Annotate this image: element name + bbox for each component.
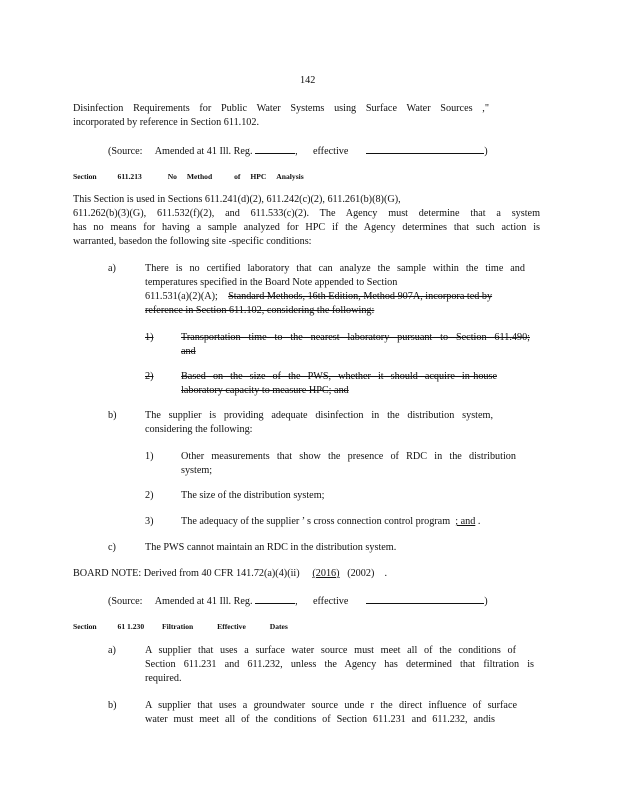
body-213-line-3: has no means for having a sample analyzed for HPC if the Agency determines that such action is — [73, 222, 540, 233]
heading-number: 61 1.230 — [117, 622, 145, 631]
item-a1-label: 1) — [145, 332, 154, 343]
body-213-line-1: This Section is used in Sections 611.241(d)(2), 611.242(c)(2), 611.261(b)(8)(G), — [73, 194, 401, 205]
item-a-line-3 — [145, 290, 492, 303]
source-text: Amended at 41 Ill. Reg. — [154, 146, 253, 157]
board-note-text: BOARD NOTE: Derived from 40 CFR 141.72(a)(4)(ii) — [73, 568, 300, 579]
effective-label: effective — [312, 146, 349, 157]
item-a230-line-2: Section 611.231 and 611.232, unless the Agency has determined that filtration is — [145, 659, 534, 670]
item-c-text: The PWS cannot maintain an RDC in the distribution system. — [145, 542, 397, 553]
source-comma: , — [295, 146, 298, 157]
item-b230-line-1: A supplier that uses a groundwater source unde r the direct influence of surface — [145, 700, 517, 711]
item-b-line-2: considering the following: — [145, 424, 253, 435]
source-label: (Source: — [108, 596, 143, 607]
item-a230-label: a) — [108, 645, 116, 656]
intro-line-1: Disinfection Requirements for Public Water Systems using Surface Water Sources ," — [73, 103, 489, 114]
item-b3-period: . — [477, 516, 481, 527]
heading-word-1: Filtration — [162, 622, 194, 631]
item-b3-line — [181, 515, 480, 528]
source-label: (Source: — [108, 146, 143, 157]
source-comma: , — [295, 596, 298, 607]
item-a230-line-3: required. — [145, 673, 182, 684]
heading-word-3: of — [234, 172, 241, 181]
heading-word-3: Dates — [269, 622, 288, 631]
board-note-period: . — [384, 568, 388, 579]
item-a-label: a) — [108, 263, 116, 274]
item-b3-inserted: ; and — [455, 516, 476, 527]
item-a-line-1: There is no certified laboratory that can analyze the sample within the time and — [145, 263, 525, 274]
item-a1-line-2: and — [181, 346, 196, 357]
effective-label: effective — [312, 596, 349, 607]
item-a2-line-2: laboratory capacity to measure HPC; and — [181, 385, 349, 396]
page-number: 142 — [300, 75, 316, 86]
source-text: Amended at 41 Ill. Reg. — [154, 596, 253, 607]
heading-word-4: HPC — [250, 172, 267, 181]
item-b1-label: 1) — [145, 451, 154, 462]
item-a-line-4: reference in Section 611.102, considering the following: — [145, 305, 375, 316]
source-close: ) — [484, 146, 488, 157]
item-a230-line-1: A supplier that uses a surface water source must meet all of the conditions of — [145, 645, 516, 656]
item-a-struck-text: Standard Methods, 16th Edition, Method 907A, incorpora ted by — [228, 291, 493, 302]
item-b230-label: b) — [108, 700, 117, 711]
item-b-label: b) — [108, 410, 117, 421]
body-213-line-2: 611.262(b)(3)(G), 611.532(f)(2), and 611.533(c)(2). The Agency must determine that a system — [73, 208, 540, 219]
item-b2-label: 2) — [145, 490, 154, 501]
item-a2-line-1: Based on the size of the PWS, whether it should acquire in-house — [181, 371, 497, 382]
board-note-year: (2002) — [347, 568, 375, 579]
intro-line-2: incorporated by reference in Section 611.102. — [73, 117, 260, 128]
effective-blank — [366, 593, 484, 604]
item-a-line-2: temperatures specified in the Board Note appended to Section — [145, 277, 398, 288]
heading-number: 611.213 — [117, 172, 142, 181]
heading-word-1: No — [167, 172, 177, 181]
item-a2-label: 2) — [145, 371, 154, 382]
source-note-1 — [108, 143, 488, 158]
item-b1-line-1: Other measurements that show the presence of RDC in the distribution — [181, 451, 516, 462]
effective-blank — [366, 143, 484, 154]
item-a1-line-1: Transportation time to the nearest laboratory pursuant to Section 611.490; — [181, 332, 530, 343]
item-a-citation: 611.531(a)(2)(A); — [145, 291, 218, 302]
item-b-line-1: The supplier is providing adequate disinfection in the distribution system, — [145, 410, 493, 421]
source-close: ) — [484, 596, 488, 607]
item-b230-line-2: water must meet all of the conditions of Section 611.231 and 611.232, andis — [145, 714, 495, 725]
section-213-heading — [73, 170, 304, 183]
board-note — [73, 567, 387, 580]
section-230-heading — [73, 620, 288, 633]
heading-section: Section — [73, 172, 97, 181]
board-note-inserted-year: (2016) — [312, 568, 340, 579]
reg-blank — [255, 143, 295, 154]
heading-word-5: Analysis — [276, 172, 304, 181]
source-note-2 — [108, 593, 488, 608]
item-b1-line-2: system; — [181, 465, 213, 476]
heading-section: Section — [73, 622, 97, 631]
item-b3-text: The adequacy of the supplier ’ s cross connection control program — [181, 516, 451, 527]
item-b2-text: The size of the distribution system; — [181, 490, 325, 501]
body-213-line-4: warranted, basedon the following site -specific conditions: — [73, 236, 312, 247]
heading-word-2: Method — [186, 172, 213, 181]
heading-word-2: Effective — [217, 622, 246, 631]
reg-blank — [255, 593, 295, 604]
item-c-label: c) — [108, 542, 116, 553]
item-b3-label: 3) — [145, 516, 154, 527]
